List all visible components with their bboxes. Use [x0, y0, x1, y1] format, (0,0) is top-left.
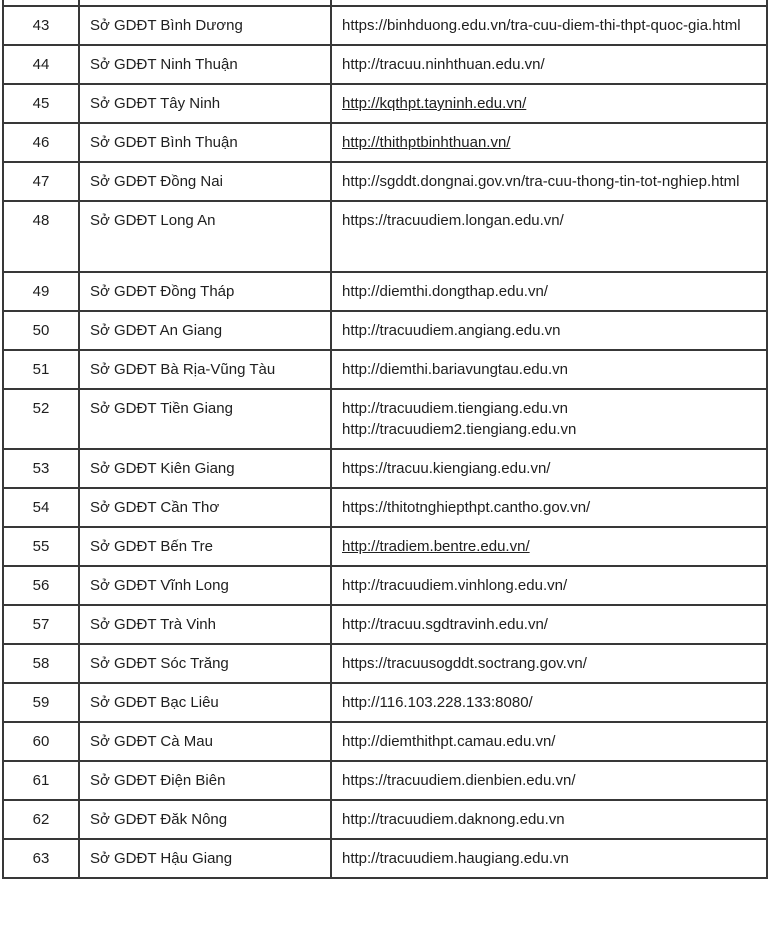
url-text: http://tracuudiem.daknong.edu.vn [342, 811, 565, 828]
row-number: 60 [3, 722, 79, 761]
url-cell [331, 761, 767, 800]
url-cell [331, 800, 767, 839]
url-link[interactable]: http://thithptbinhthuan.vn/ [342, 134, 511, 151]
table-row [3, 527, 767, 566]
department-name: Sở GDĐT Bến Tre [79, 527, 331, 566]
department-name: Sở GDĐT Điện Biên [79, 761, 331, 800]
row-number: 45 [3, 84, 79, 123]
row-number: 59 [3, 683, 79, 722]
url-cell [331, 272, 767, 311]
table-row [3, 683, 767, 722]
url-text: http://tracuudiem.tiengiang.edu.vn [342, 400, 568, 417]
department-name: Sở GDĐT Tiền Giang [79, 389, 331, 449]
table-row [3, 449, 767, 488]
department-name: Sở GDĐT Đăk Nông [79, 800, 331, 839]
url-cell [331, 839, 767, 878]
url-text: http://tracuudiem.angiang.edu.vn [342, 322, 561, 339]
department-name: Sở GDĐT Sóc Trăng [79, 644, 331, 683]
url-text: http://116.103.228.133:8080/ [342, 694, 533, 711]
row-number: 53 [3, 449, 79, 488]
url-text: https://tracuu.kiengiang.edu.vn/ [342, 460, 551, 477]
row-number: 56 [3, 566, 79, 605]
table-row [3, 123, 767, 162]
row-number: 55 [3, 527, 79, 566]
department-name: Sở GDĐT Cần Thơ [79, 488, 331, 527]
url-text: http://tracuudiem.vinhlong.edu.vn/ [342, 577, 568, 594]
url-cell [331, 311, 767, 350]
url-cell [331, 84, 767, 123]
table-row [3, 6, 767, 45]
department-name: Sở GDĐT Bình Dương [79, 6, 331, 45]
department-name: Sở GDĐT Đồng Nai [79, 162, 331, 201]
url-text: https://tracuusogddt.soctrang.gov.vn/ [342, 655, 587, 672]
url-text: http://diemthithpt.camau.edu.vn/ [342, 733, 556, 750]
row-number: 54 [3, 488, 79, 527]
url-text: http://tracuudiem.haugiang.edu.vn [342, 850, 569, 867]
table-row [3, 800, 767, 839]
url-text: http://tracuu.sgdtravinh.edu.vn/ [342, 616, 548, 633]
table-row [3, 722, 767, 761]
row-number: 50 [3, 311, 79, 350]
url-text: http://diemthi.bariavungtau.edu.vn [342, 361, 568, 378]
url-text: http://sgddt.dongnai.gov.vn/tra-cuu-thong-tin-tot-nghiep.html [342, 173, 740, 190]
url-text: https://binhduong.edu.vn/tra-cuu-diem-thi-thpt-quoc-gia.html [342, 17, 741, 34]
department-name: Sở GDĐT Kiên Giang [79, 449, 331, 488]
table-row [3, 389, 767, 449]
table-row [3, 761, 767, 800]
row-number: 49 [3, 272, 79, 311]
table-row [3, 311, 767, 350]
department-name: Sở GDĐT Long An [79, 201, 331, 272]
url-cell [331, 605, 767, 644]
url-link[interactable]: http://kqthpt.tayninh.edu.vn/ [342, 95, 527, 112]
department-name: Sở GDĐT Vĩnh Long [79, 566, 331, 605]
table-row [3, 644, 767, 683]
row-number: 44 [3, 45, 79, 84]
row-number: 62 [3, 800, 79, 839]
table-body [3, 0, 767, 878]
table-row [3, 162, 767, 201]
department-name: Sở GDĐT Cà Mau [79, 722, 331, 761]
url-cell [331, 350, 767, 389]
row-number: 51 [3, 350, 79, 389]
department-name: Sở GDĐT Tây Ninh [79, 84, 331, 123]
table-row [3, 84, 767, 123]
table-row [3, 605, 767, 644]
url-cell [331, 566, 767, 605]
url-cell [331, 389, 767, 449]
url-text: https://thitotnghiepthpt.cantho.gov.vn/ [342, 499, 591, 516]
row-number: 57 [3, 605, 79, 644]
url-cell [331, 162, 767, 201]
url-cell [331, 722, 767, 761]
row-number: 46 [3, 123, 79, 162]
department-name: Sở GDĐT Trà Vinh [79, 605, 331, 644]
url-text: http://tracuu.ninhthuan.edu.vn/ [342, 56, 545, 73]
department-name: Sở GDĐT Hậu Giang [79, 839, 331, 878]
table-row [3, 839, 767, 878]
row-number: 52 [3, 389, 79, 449]
department-name: Sở GDĐT Đồng Tháp [79, 272, 331, 311]
url-text: https://tracuudiem.dienbien.edu.vn/ [342, 772, 576, 789]
department-name: Sở GDĐT Bình Thuận [79, 123, 331, 162]
department-name: Sở GDĐT Bà Rịa-Vũng Tàu [79, 350, 331, 389]
row-number: 63 [3, 839, 79, 878]
url-cell [331, 527, 767, 566]
url-cell [331, 644, 767, 683]
url-text: http://tracuudiem2.tiengiang.edu.vn [342, 421, 577, 438]
row-number: 43 [3, 6, 79, 45]
table-row [3, 201, 767, 272]
url-cell [331, 45, 767, 84]
row-number: 61 [3, 761, 79, 800]
row-number: 47 [3, 162, 79, 201]
url-cell [331, 201, 767, 272]
department-name: Sở GDĐT An Giang [79, 311, 331, 350]
table-row [3, 566, 767, 605]
row-number: 58 [3, 644, 79, 683]
url-cell [331, 488, 767, 527]
url-cell [331, 123, 767, 162]
url-cell [331, 683, 767, 722]
table-row [3, 488, 767, 527]
table-row [3, 45, 767, 84]
score-lookup-table [2, 0, 768, 879]
row-number: 48 [3, 201, 79, 272]
url-text: https://tracuudiem.longan.edu.vn/ [342, 212, 564, 229]
department-name: Sở GDĐT Ninh Thuận [79, 45, 331, 84]
table-row [3, 350, 767, 389]
url-text: http://diemthi.dongthap.edu.vn/ [342, 283, 548, 300]
url-cell [331, 6, 767, 45]
url-cell [331, 449, 767, 488]
table-row [3, 272, 767, 311]
url-link[interactable]: http://tradiem.bentre.edu.vn/ [342, 538, 530, 555]
department-name: Sở GDĐT Bạc Liêu [79, 683, 331, 722]
